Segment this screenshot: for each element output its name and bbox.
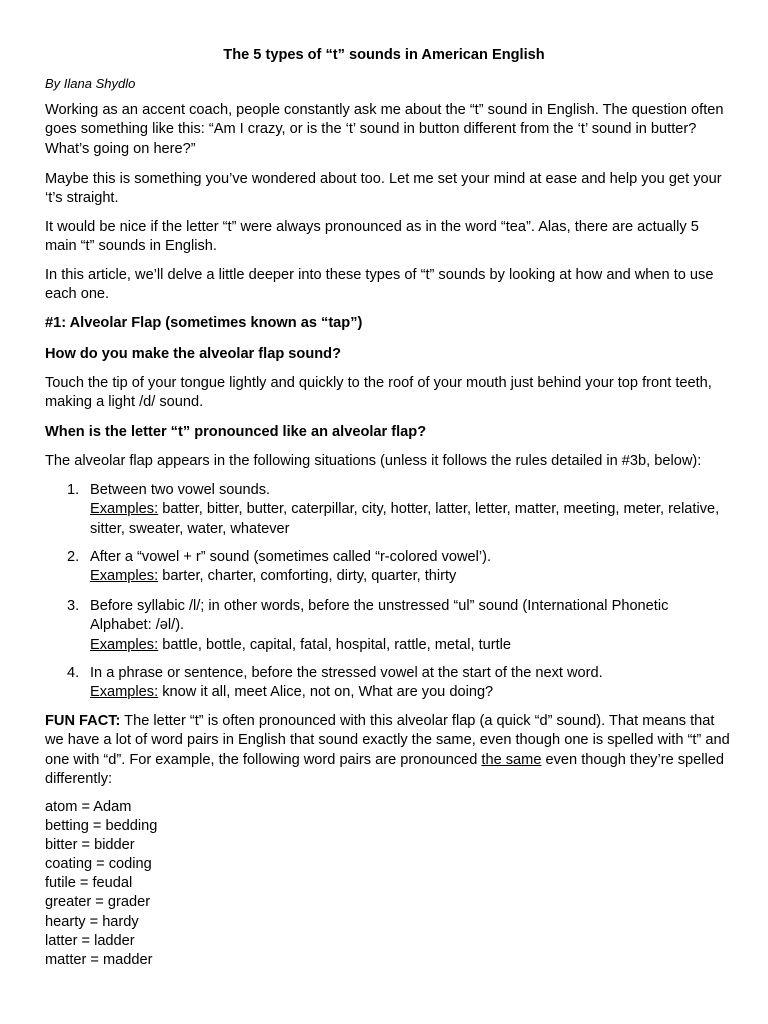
examples-text: know it all, meet Alice, not on, What are you doing? [162, 684, 494, 701]
examples-label: Examples: [90, 501, 159, 518]
intro-paragraph-1: Working as an accent coach, people constantly ask me about the “t” sound in English. The question often goes something like this: “Am I crazy, or is the ‘t’ sound in button different from the ‘t’ sound in butter? What’s going on here?” [45, 102, 724, 157]
list-item-examples [90, 636, 730, 655]
list-number: 2. [67, 549, 80, 565]
examples-label: Examples: [90, 568, 159, 585]
list-number: 4. [67, 665, 80, 681]
list-item-text: Between two vowel sounds. [90, 482, 271, 498]
word-pair: bitter = bidder [45, 837, 135, 854]
question-heading-1: How do you make the alveolar flap sound? [45, 346, 341, 362]
examples-label: Examples: [90, 684, 159, 701]
word-pair: matter = madder [45, 951, 153, 968]
page-title: The 5 types of “t” sounds in American English [223, 47, 545, 63]
word-pair: futile = feudal [45, 875, 133, 892]
list-item-text: Before syllabic /l/; in other words, before the unstressed “ul” sound (International Phonetic Alphabet: /əl/). [90, 598, 669, 634]
intro-paragraph-2: Maybe this is something you’ve wondered about too. Let me set your mind at ease and help you get your ‘t’s straight. [45, 171, 722, 207]
list-item-examples [90, 500, 730, 539]
word-pairs-list [45, 798, 157, 970]
list-item-examples [90, 567, 730, 586]
examples-text: barter, charter, comforting, dirty, quarter, thirty [162, 568, 457, 585]
word-pair: hearty = hardy [45, 913, 139, 930]
word-pair: greater = grader [45, 894, 151, 911]
word-pair: latter = ladder [45, 932, 135, 949]
fun-fact-text-end: even though they’re spelled differently: [45, 751, 725, 788]
section-heading: #1: Alveolar Flap (sometimes known as “tap”) [45, 315, 363, 331]
list-item-text: After a “vowel + r” sound (sometimes called “r-colored vowel’). [90, 549, 492, 565]
question-heading-2: When is the letter “t” pronounced like an alveolar flap? [45, 424, 427, 440]
word-pair: atom = Adam [45, 799, 132, 815]
answer-paragraph-2: The alveolar flap appears in the following situations (unless it follows the rules detailed in #3b, below): [45, 453, 702, 469]
list-number: 1. [67, 482, 80, 498]
fun-fact-underlined: the same [481, 751, 542, 768]
answer-paragraph-1: Touch the tip of your tongue lightly and quickly to the roof of your mouth just behind your top front teeth, making a light /d/ sound. [45, 375, 712, 411]
list-item-text: In a phrase or sentence, before the stressed vowel at the start of the next word. [90, 665, 603, 681]
intro-paragraph-3: It would be nice if the letter “t” were always pronounced as in the word “tea”. Alas, there are actually 5 main “t” sounds in English. [45, 219, 699, 255]
examples-label: Examples: [90, 636, 159, 653]
intro-paragraph-4: In this article, we’ll delve a little deeper into these types of “t” sounds by looking at how and when to use each one. [45, 267, 714, 303]
fun-fact-paragraph [45, 712, 730, 790]
list-number: 3. [67, 598, 80, 614]
examples-text: batter, bitter, butter, caterpillar, city, hotter, latter, letter, matter, meeting, meter, relative, sitter, sweater, water, whatever [90, 501, 720, 537]
examples-text: battle, bottle, capital, fatal, hospital, rattle, metal, turtle [162, 636, 512, 653]
fun-fact-label: FUN FACT: [45, 713, 121, 729]
fun-fact-text: The letter “t” is often pronounced with this alveolar flap (a quick “d” sound). That means that we have a lot of word pairs in English that sound exactly the same, even though one is spelled with “t” and one with “d”. For example, the following word pairs are pronounced [45, 713, 730, 768]
word-pair: betting = bedding [45, 818, 158, 835]
word-pair: coating = coding [45, 856, 152, 873]
byline: By Ilana Shydlo [45, 76, 136, 91]
list-item-examples [90, 683, 730, 702]
